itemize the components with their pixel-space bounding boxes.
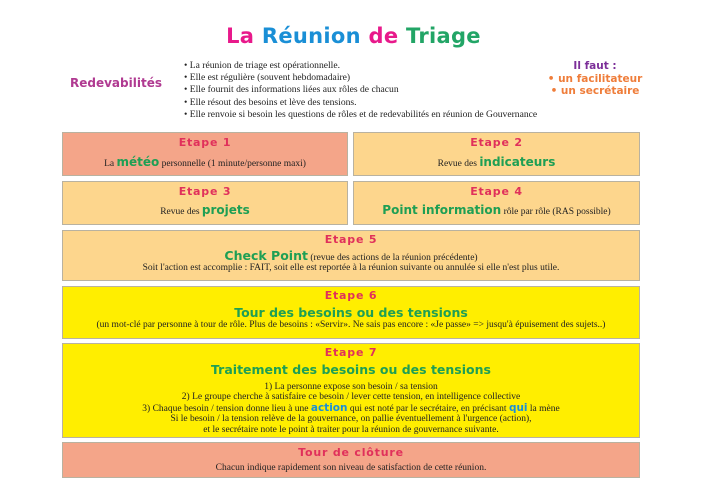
etape2-key: indicateurs <box>479 155 556 169</box>
list-item: • Elle est régulière (souvent hebdomadaire) <box>184 72 537 84</box>
etape2-box <box>353 132 640 176</box>
etape2-pre: Revue des <box>437 159 480 169</box>
title-word: La <box>226 24 255 48</box>
etape6-label: Etape 6 <box>324 289 378 302</box>
etape3-pre: Revue des <box>160 207 202 217</box>
etape4-key: Point information <box>382 203 502 217</box>
etape6-line2: (un mot-clé par personne à tour de rôle. Plus de besoins : «Servir». Ne sais pas encore : «Je passe» => jusqu'à épuisement des sujets..) <box>96 320 606 330</box>
etape7-line: et le secrétaire note le point à traiter pour la réunion de gouvernance suivante. <box>203 424 499 435</box>
etape7-qui-key: qui <box>508 401 528 414</box>
etape5-post: (revue des actions de la réunion précédente) <box>307 253 478 263</box>
etape7-line: Si le besoin / la tension relève de la gouvernance, on pallie éventuellement à l'urgence (action), <box>170 414 532 425</box>
etape3-text <box>63 203 347 217</box>
etape1-post: personnelle (1 minute/personne maxi) <box>159 159 306 169</box>
etape1-pre: La <box>104 159 117 169</box>
etape1-box <box>62 132 348 176</box>
etape6-key: Tour des besoins ou des tensions <box>234 305 468 320</box>
etape7-key: Traitement des besoins ou des tensions <box>211 362 491 377</box>
etape7-l3a: 3) Chaque besoin / tension donne lieu à une <box>142 403 311 414</box>
etape4-post: rôle par rôle (RAS possible) <box>501 207 611 217</box>
il-faut-item: • un facilitateur <box>547 72 643 85</box>
list-item: • La réunion de triage est opérationnelle. <box>184 60 537 72</box>
list-item: • Elle résout des besoins et lève des tensions. <box>184 97 537 109</box>
etape5-line1 <box>63 248 639 263</box>
redevabilites-list <box>184 60 537 121</box>
etape6-box <box>62 286 640 339</box>
etape5-line2: Soit l'action est accomplie : FAIT, soit elle est reportée à la réunion suivante ou annulée si elle n'est plus utile. <box>142 263 560 273</box>
etape7-details <box>63 382 639 435</box>
title-word: Triage <box>406 24 481 48</box>
etape5-box <box>62 230 640 281</box>
title-word: de <box>368 24 399 48</box>
etape3-label: Etape 3 <box>178 185 232 198</box>
etape5-key: Check Point <box>224 248 308 263</box>
page-title <box>0 24 707 48</box>
etape7-l3b: qui est noté par le secrétaire, en précisant <box>347 403 509 414</box>
list-item: • Elle fournit des informations liées aux rôles de chacun <box>184 84 537 96</box>
list-item: • Elle renvoie si besoin les questions de rôles et de redevabilités en réunion de Gouvernance <box>184 109 537 121</box>
etape7-action-key: action <box>310 401 348 414</box>
il-faut-block <box>530 60 660 98</box>
etape1-key: météo <box>116 155 160 169</box>
etape3-key: projets <box>201 203 250 217</box>
redevabilites-label: Redevabilités <box>70 76 162 90</box>
etape7-line <box>63 403 639 414</box>
cloture-text: Chacun indique rapidement son niveau de satisfaction de cette réunion. <box>215 463 487 473</box>
etape5-label: Etape 5 <box>324 233 378 246</box>
etape1-text <box>63 155 347 169</box>
etape7-line: 2) Le groupe cherche à satisfaire ce besoin / lever cette tension, en intelligence collective <box>181 392 521 403</box>
etape7-label: Etape 7 <box>324 346 378 359</box>
etape1-label: Etape 1 <box>178 136 232 149</box>
etape3-box <box>62 181 348 225</box>
il-faut-item: • un secrétaire <box>550 85 640 97</box>
cloture-box <box>62 442 640 478</box>
etape2-label: Etape 2 <box>470 136 523 149</box>
etape7-line: 1) La personne expose son besoin / sa tension <box>264 382 438 392</box>
etape4-box <box>353 181 640 225</box>
etape4-text <box>354 203 639 217</box>
etape2-text <box>354 155 639 169</box>
etape4-label: Etape 4 <box>470 185 523 198</box>
title-word: Réunion <box>261 24 361 48</box>
etape7-box <box>62 343 640 438</box>
il-faut-heading: Il faut : <box>573 60 617 72</box>
cloture-label: Tour de clôture <box>298 446 404 459</box>
etape7-l3c: la mène <box>527 403 560 414</box>
